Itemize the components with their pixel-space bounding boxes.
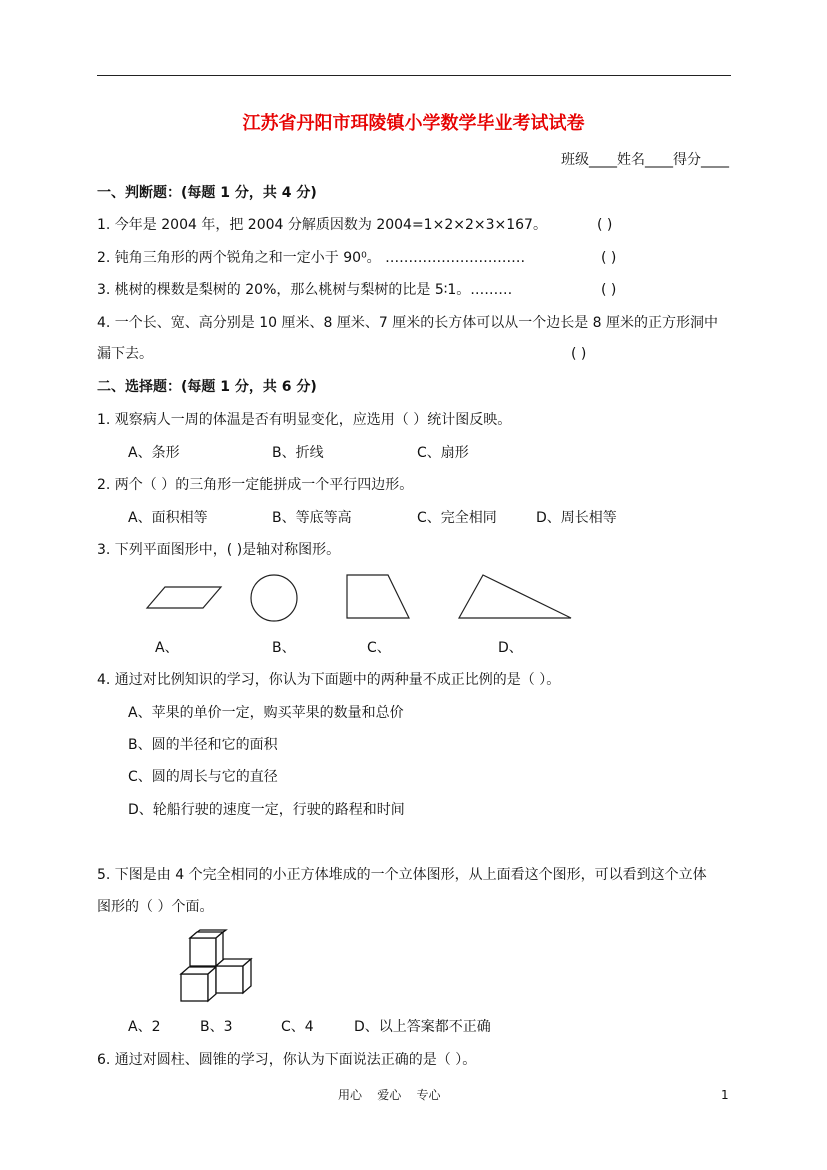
page-title: 江苏省丹阳市珥陵镇小学数学毕业考试试卷 [242,113,585,134]
q3-label-a: A、 [155,640,179,656]
s2-q1-option-c: C、扇形 [417,445,469,461]
s2-q5-line1: 5. 下图是由 4 个完全相同的小正方体堆成的一个立体图形，从上面看这个图形，可以看到这个立体 [97,867,707,883]
s2-q5-line2: 图形的（ ）个面。 [97,899,214,915]
s1-q2-answer-paren: ( ) [601,250,617,266]
s1-q4-line1: 4. 一个长、宽、高分别是 10 厘米、8 厘米、7 厘米的长方体可以从一个边长是 8 厘米的正方形洞中 [97,315,719,331]
s2-q2-option-b: B、等底等高 [272,510,352,526]
q3-label-c: C、 [367,640,391,656]
s2-q2-text: 2. 两个（ ）的三角形一定能拼成一个平行四边形。 [97,477,414,493]
section2-heading: 二、选择题：(每题 1 分，共 6 分) [97,379,317,395]
s2-q5-option-a: A、2 [128,1019,161,1035]
s1-q4-line2: 漏下去。 [97,346,153,362]
s1-q4-answer-paren: ( ) [571,346,587,362]
s2-q4-text: 4. 通过对比例知识的学习，你认为下面题中的两种量不成正比例的是（ ）。 [97,672,561,688]
s2-q2-option-d: D、周长相等 [536,510,617,526]
s2-q2-option-a: A、面积相等 [128,510,208,526]
page-number: 1 [721,1088,729,1102]
s2-q4-option-c: C、圆的周长与它的直径 [128,769,278,785]
s1-q1-text: 1. 今年是 2004 年，把 2004 分解质因数为 2004=1×2×2×3×167。 [97,217,547,233]
s2-q1-option-b: B、折线 [272,445,324,461]
s2-q5-option-b: B、3 [200,1019,233,1035]
section1-heading: 一、判断题：(每题 1 分，共 4 分) [97,185,317,201]
s2-q2-option-c: C、完全相同 [417,510,497,526]
s1-q1-answer-paren: ( ) [597,217,613,233]
s1-q3-text: 3. 桃树的棵数是梨树的 20%，那么桃树与梨树的比是 5∶1。……… [97,282,513,298]
s1-q3-answer-paren: ( ) [601,282,617,298]
s1-q2-text: 2. 钝角三角形的两个锐角之和一定小于 90⁰。 ………………………… [97,250,526,266]
student-info-line: 班级____姓名____得分____ [561,152,729,168]
s2-q6-text: 6. 通过对圆柱、圆锥的学习，你认为下面说法正确的是（ ）。 [97,1052,477,1068]
s2-q4-option-b: B、圆的半径和它的面积 [128,737,278,753]
q3-label-d: D、 [498,640,523,656]
q3-label-b: B、 [272,640,296,656]
s2-q4-option-a: A、苹果的单价一定，购买苹果的数量和总价 [128,705,404,721]
s2-q1-option-a: A、条形 [128,445,180,461]
footer-text: 用心 爱心 专心 [338,1088,441,1102]
s2-q1-text: 1. 观察病人一周的体温是否有明显变化，应选用（ ）统计图反映。 [97,412,512,428]
s2-q5-option-c: C、4 [281,1019,314,1035]
s2-q3-text: 3. 下列平面图形中，( )是轴对称图形。 [97,542,341,558]
s2-q5-option-d: D、以上答案都不正确 [354,1019,491,1035]
s2-q4-option-d: D、轮船行驶的速度一定，行驶的路程和时间 [128,802,405,818]
